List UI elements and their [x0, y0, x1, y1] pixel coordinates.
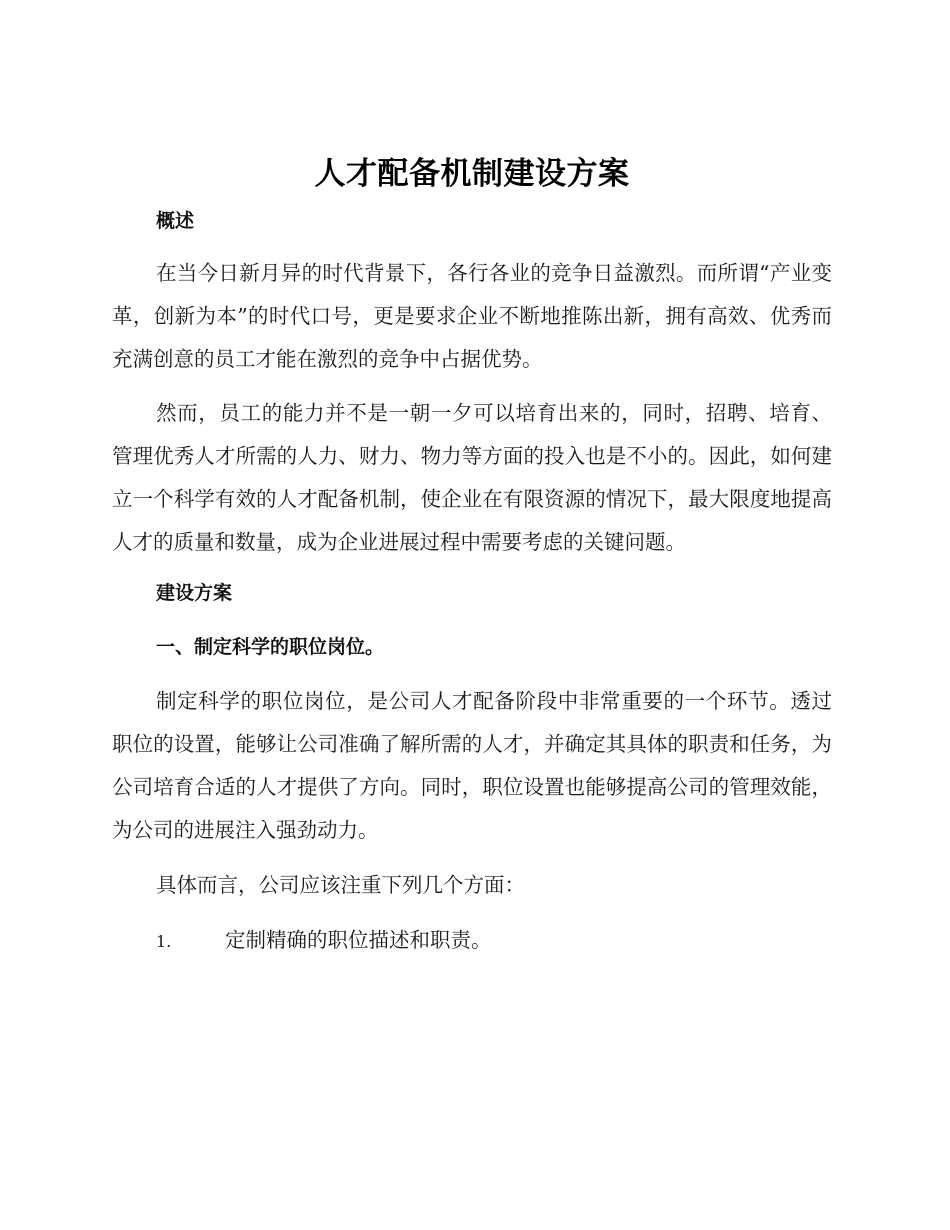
plan-heading: 建设方案 [156, 582, 233, 604]
overview-paragraph-2: 然而，员工的能力并不是一朝一夕可以培育出来的，同时，招聘、培育、管理优秀人才所需的人力、财力、物力等方面的投入也是不小的。因此，如何建立一个科学有效的人才配备机制，使企业在有限资源的情况下，最大限度地提高人才的质量和数量，成为企业进展过程中需要考虑的关键问题。 [112, 401, 832, 554]
section-1-heading: 一、制定科学的职位岗位。 [156, 636, 385, 658]
document-body [112, 148, 832, 963]
document-title: 人才配备机制建设方案 [314, 156, 630, 192]
section-1-paragraph-2: 具体而言，公司应该注重下列几个方面： [156, 873, 525, 897]
list-item-number: 1. [156, 932, 172, 951]
overview-paragraph-1: 在当今日新月异的时代背景下，各行各业的竞争日益激烈。而所谓“产业变革，创新为本”的时代口号，更是要求企业不断地推陈出新，拥有高效、优秀而充满创意的员工才能在激烈的竞争中占据优势。 [112, 261, 832, 371]
overview-heading: 概述 [156, 210, 195, 232]
list-item-text: 定制精确的职位描述和职责。 [225, 928, 492, 952]
list-item [112, 919, 832, 963]
section-1-paragraph-1: 制定科学的职位岗位，是公司人才配备阶段中非常重要的一个环节。透过职位的设置，能够让公司准确了解所需的人才，并确定其具体的职责和任务，为公司培育合适的人才提供了方向。同时，职位设置也能够提高公司的管理效能，为公司的进展注入强劲动力。 [112, 689, 832, 842]
